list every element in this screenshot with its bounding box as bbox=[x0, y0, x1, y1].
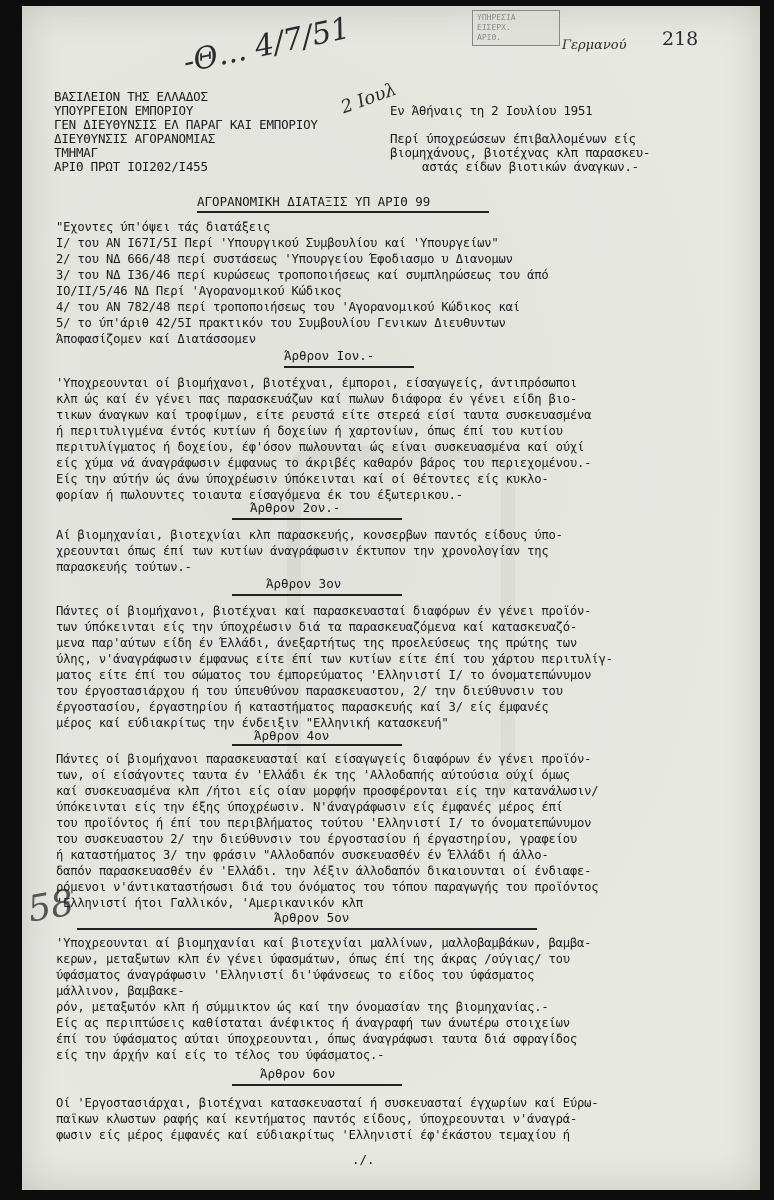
article-1-line: Είς την αύτήν ώς άνω ύποχρέωσιν ύπόκεινται καί οί θέτοντες είς κυκλο- bbox=[56, 472, 549, 486]
preamble-line: "Εχοντες ύπ'όψει τάς διατάξεις bbox=[56, 220, 271, 234]
header-line-5: ΤΜΗΜΑΓ bbox=[54, 145, 98, 160]
article-4-heading: Άρθρον 4ον bbox=[254, 728, 330, 743]
article-5-line: κερων, μεταξωτων κλπ έν γένει ύφασμάτων, όπως έπί της άκρας /ούγιας/ του bbox=[56, 952, 570, 966]
article-5-line: είς την άρχήν καί είς το τέλος του ύφάσματος.- bbox=[56, 1048, 385, 1062]
article-5-line: έπί του ύφάσματος αύται ύποχρεουνται, όπως άναγράφωσι ταυτα διά σφραγίδος bbox=[56, 1032, 578, 1046]
article-1-line: φορίαν ή πωλουντες τοιαυτα είσαγόμενα έκ του έξωτερικου.- bbox=[56, 488, 463, 502]
article-4-line: ρόμενοι ν'άντικαταστήσωσι διά του όνόματος του τόπου παραγωγής του προϊόντος bbox=[56, 880, 599, 894]
article-1-line: περιτυλίγματος ή δοχείου, έφ'όσον πωλουνται ώς είναι συσκευασμένα καί ούχί bbox=[56, 440, 585, 454]
article-5-line: 'Υποχρεουνται αί βιομηχανίαι καί βιοτεχνίαι μαλλίνων, μαλλοβαμβάκων, βαμβα- bbox=[56, 936, 592, 950]
article-6-rule bbox=[232, 1084, 402, 1086]
article-3-line: ματος είτε έπί του σώματος του έμπορεύματος 'Ελληνιστί Ι/ το όνοματεπώνυμον bbox=[56, 668, 592, 682]
header-line-6: ΑΡΙΘ ΠΡΩΤ ΙΟΙ202/Ι455 bbox=[54, 159, 208, 174]
article-4-line: του προϊόντος ή έπί του περιβλήματος τούτου 'Ελληνιστί Ι/ το όνοματεπώνυμον bbox=[56, 816, 592, 830]
article-6-line: φωσιν είς μέρος έμφανές καί εύδιακρίτως 'Ελληνιστί έφ'έκάστου τεμαχίου ή bbox=[56, 1128, 570, 1142]
article-1-rule bbox=[284, 366, 414, 368]
preamble-line: 3/ του ΝΔ Ι36/46 περί κυρώσεως τροποποιήσεως καί συμπληρώσεως του άπό bbox=[56, 268, 549, 282]
article-3-line: μενα παρ'αύτων είδη έν Έλλάδι, άνεξαρτήτως της προελεύσεως της πρώτης των bbox=[56, 636, 578, 650]
handwritten-side-note: Γερμανού bbox=[562, 38, 627, 53]
article-3-line: έργοστασίου, έργαστηρίου ή καταστήματος παρασκευής καί 3/ είς έμφανές bbox=[56, 700, 549, 714]
article-1-heading: Άρθρον Ιον.- bbox=[284, 348, 375, 363]
article-3-rule bbox=[232, 594, 402, 596]
article-5-line: μάλλινον, βαμβακε- bbox=[56, 984, 185, 998]
article-5-heading: Άρθρον 5ον bbox=[274, 910, 350, 925]
article-1-line: κλπ ώς καί έν γένει πας παρασκευάζων καί πωλων διάφορα έν γένει είδη βιο- bbox=[56, 392, 578, 406]
registry-stamp: ΥΠΗΡΕΣΙΑ ΕΙΣΕΡΧ. ΑΡΙΘ. bbox=[472, 10, 560, 46]
article-4-line: ή καταστήματος 3/ την φράσιν "Αλλοδαπόν συσκευασθέν έν Έλλάδι ή άλλο- bbox=[56, 848, 549, 862]
article-6-line: Οί 'Εργοστασιάρχαι, βιοτέχναι κατασκευασταί ή συσκευασταί έγχωρίων καί Εύρω- bbox=[56, 1096, 599, 1110]
preamble-line: 2/ του ΝΔ 666/48 περί συστάσεως 'Υπουργείου Έφοδιασμο υ Διανομων bbox=[56, 252, 513, 266]
article-4-rule bbox=[232, 744, 402, 746]
article-5-line: Είς ας περιπτώσεις καθίσταται άνέφικτος ή άναγραφή των άνωτέρω στοιχείων bbox=[56, 1016, 570, 1030]
article-1-line: είς χύμα νά άναγράφωσιν έμφανως το άκριβές καθαρόν βάρος του περιεχομένου.- bbox=[56, 456, 592, 470]
article-3-line: μέρος καί εύδιακρίτως την ένδειξιν "Ελληνική κατασκευή" bbox=[56, 716, 449, 730]
article-5-line: ρόν, μεταξωτόν κλπ ή σύμμικτον ώς καί την όνομασίαν της βιομηχανίας.- bbox=[56, 1000, 549, 1014]
header-line-1: ΒΑΣΙΛΕΙΟΝ ΤΗΣ ΕΛΛΑΔΟΣ bbox=[54, 89, 208, 104]
title-underline bbox=[197, 211, 489, 213]
continuation-mark: ./. bbox=[352, 1152, 375, 1167]
article-2-heading: Άρθρον 2ον.- bbox=[250, 500, 341, 515]
article-4-line: των, οί είσάγοντες ταυτα έν 'Ελλάδι έκ της 'Αλλοδαπής αύτούσια ούχί όμως bbox=[56, 768, 570, 782]
header-line-3: ΓΕΝ ΔΙΕΥΘΥΝΣΙΣ ΕΛ ΠΑΡΑΓ ΚΑΙ ΕΜΠΟΡΙΟΥ bbox=[54, 117, 318, 132]
article-1-line: τικων άναγκων καί τροφίμων, είτε ρευστά είτε στερεά είσί ταυτα συσκευασμένα bbox=[56, 408, 592, 422]
article-2-line: χρεουνται όπως έπί των κυτίων άναγράφωσιν έκτυπον την χρονολογίαν της bbox=[56, 544, 549, 558]
article-4-line: Πάντες οί βιομήχανοι παρασκευασταί καί είσαγωγείς διαφόρων έν γένει προϊόν- bbox=[56, 752, 592, 766]
article-2-rule bbox=[232, 518, 402, 520]
article-3-line: των ύπόκεινται είς την ύποχρέωσιν διά τα παρασκευαζόμενα καί κατασκευαζό- bbox=[56, 620, 578, 634]
article-4-line: ύπόκεινται είς την έξης ύποχρέωσιν. Ν'άναγράφωσιν είς έμφανές μέρος έπί bbox=[56, 800, 563, 814]
article-1-line: 'Υποχρεουνται οί βιομήχανοι, βιοτέχναι, έμποροι, είσαγωγείς, άντιπρόσωποι bbox=[56, 376, 578, 390]
preamble-line: 4/ του ΑΝ 782/48 περί τροποποιήσεως του 'Αγορανομικού Κώδικος καί bbox=[56, 300, 520, 314]
article-4-line: καί συσκευασμένα κλπ /ήτοι είς οίαν μορφήν προσφέρονται είς την κατανάλωσιν/ bbox=[56, 784, 599, 798]
decision-line: Άποφασίζομεν καί Διατάσσομεν bbox=[56, 332, 256, 346]
handwritten-page-number: 218 bbox=[662, 28, 699, 50]
handwritten-date: 2 Ιουλ bbox=[338, 78, 400, 119]
preamble-line: Ι/ του ΑΝ Ι67Ι/5Ι Περί 'Υπουργικού Συμβουλίου καί 'Υπουργείων" bbox=[56, 236, 499, 250]
article-2-line: παρασκευής τούτων.- bbox=[56, 560, 192, 574]
handwritten-margin-mark: 58 bbox=[24, 882, 78, 931]
article-1-line: ή περιτυλιγμένα έντός κυτίων ή δοχείων ή χαρτονίων, όπως έπί του κυτίου bbox=[56, 424, 563, 438]
header-line-2: ΥΠΟΥΡΓΕΙΟΝ ΕΜΠΟΡΙΟΥ bbox=[54, 103, 194, 118]
article-3-heading: Άρθρον 3ον bbox=[266, 576, 342, 591]
article-5-rule bbox=[77, 928, 537, 930]
article-6-line: παϊκων κλωστων ραφής καί κεντήματος παντός είδους, ύποχρεουνται ν'άναγρά- bbox=[56, 1112, 578, 1126]
article-4-line: του συσκευαστου 2/ την διεύθυνσιν του έργοστασίου ή έργαστηρίου, γραφείου bbox=[56, 832, 578, 846]
handwritten-top-scrawl: -Θ... 4/7/51 bbox=[180, 10, 354, 81]
subject-line-1: Περί ύποχρεώσεων έπιβαλλομένων είς bbox=[390, 131, 636, 146]
preamble-line: 5/ το ύπ'άριθ 42/5Ι πρακτικόν του Συμβουλίου Γενικων Διευθυντων bbox=[56, 316, 506, 330]
article-3-line: του έργοστασιάρχου ή του ύπευθύνου παρασκευαστου, 2/ την διεύθυνσιν του bbox=[56, 684, 563, 698]
document-title: ΑΓΟΡΑΝΟΜΙΚΗ ΔΙΑΤΑΞΙΣ ΥΠ ΑΡΙΘ 99 bbox=[197, 194, 431, 209]
article-2-line: Αί βιομηχανίαι, βιοτεχνίαι κλπ παρασκευής, κονσερβων παντός είδους ύπο- bbox=[56, 528, 563, 542]
subject-line-2: βιομηχάνους, βιοτέχνας κλπ παρασκευ- bbox=[390, 145, 651, 160]
article-4-line: δαπόν παρασκευασθέν έν 'Ελλάδι. την λέξιν άλλοδαπόν δικαιουνται οί ένδιαφε- bbox=[56, 864, 592, 878]
article-3-line: Πάντες οί βιομήχανοι, βιοτέχναι καί παρασκευασταί διαφόρων έν γένει προϊόν- bbox=[56, 604, 592, 618]
date-line: Εν Άθήναις τη 2 Ιουλίου 1951 bbox=[390, 103, 593, 118]
article-4-line: 'Ελληνιστί ήτοι Γαλλικόν, 'Αμερικανικόν κλπ bbox=[56, 896, 363, 910]
article-6-heading: Άρθρον 6ον bbox=[260, 1066, 336, 1081]
article-5-line: ύφάσματος άναγράφωσιν 'Ελληνιστί δι'ύφάνσεως το είδος του ύφάσματος bbox=[56, 968, 535, 982]
article-3-line: ύλης, ν'άναγράφωσιν έμφανως είτε έπί των κυτίων είτε έπί του χάρτου περιτυλίγ- bbox=[56, 652, 613, 666]
subject-line-3: αστάς είδων βιοτικών άναγκων.- bbox=[422, 159, 639, 174]
header-line-4: ΔΙΕΥΘΥΝΣΙΣ ΑΓΟΡΑΝΟΜΙΑΣ bbox=[54, 131, 216, 146]
preamble-line: ΙΟ/ΙΙ/5/46 ΝΔ Περί 'Αγορανομικού Κώδικος bbox=[56, 284, 342, 298]
document-page bbox=[22, 6, 760, 1190]
